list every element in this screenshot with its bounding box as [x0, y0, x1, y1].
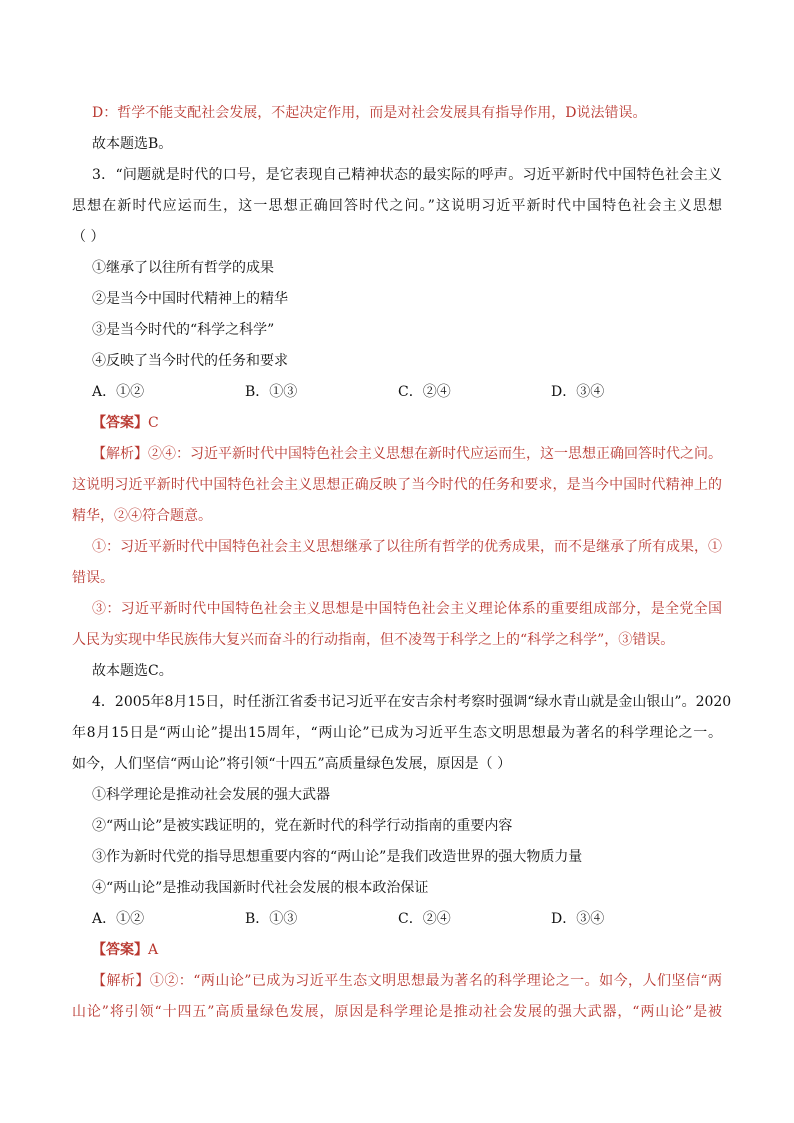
text-line: ③是当今时代的“科学之科学”	[92, 322, 275, 338]
document-page	[72, 98, 732, 1028]
question-line: 年8月15日是“两山论”提出15周年，“两山论”已成为习近平生态文明思想最为著名的科学理论之一。	[72, 725, 722, 741]
analysis-line: 山论”将引领“十四五”高质量绿色发展，原因是科学理论是推动社会发展的强大武器，“两山论”是被	[72, 1004, 722, 1020]
question-line: ①科学理论是推动社会发展的强大武器	[92, 787, 330, 803]
analysis-line: 错误。	[72, 570, 114, 586]
q4-answer	[72, 935, 722, 966]
q3-option-c: C．②④	[398, 384, 451, 400]
q3-options	[72, 377, 722, 408]
q4-option-d: D．③④	[551, 911, 605, 927]
analysis-line: 故本题选C。	[92, 663, 173, 679]
text-line: D：哲学不能支配社会发展，不起决定作用，而是对社会发展具有指导作用，D说法错误。	[92, 105, 647, 121]
analysis-line: ①：习近平新时代中国特色社会主义思想继承了以往所有哲学的优秀成果，而不是继承了所有成果，①	[92, 539, 722, 555]
question-line: 4．2005年8月15日，时任浙江省委书记习近平在安吉余村考察时强调“绿水青山就是金山银山”。2020	[92, 694, 732, 710]
q3-option-d: D．③④	[551, 384, 605, 400]
analysis-line: ③：习近平新时代中国特色社会主义思想是中国特色社会主义理论体系的重要组成部分，是全党全国	[92, 601, 722, 617]
answer-tag: 【答案】	[92, 942, 148, 958]
text-line: 3．“问题就是时代的口号，是它表现自己精神状态的最实际的呼声。习近平新时代中国特色社会主义	[92, 167, 722, 183]
q4-option-b: B．①③	[245, 911, 298, 927]
question-line: 如今，人们坚信“两山论”将引领“十四五”高质量绿色发展，原因是（ ）	[72, 756, 512, 772]
answer-tag: 【答案】	[92, 415, 148, 431]
q4-option-a: A．①②	[92, 911, 145, 927]
q3-option-b: B．①③	[245, 384, 298, 400]
text-line: （ ）	[72, 229, 105, 245]
analysis-line: 【解析】①②：“两山论”已成为习近平生态文明思想最为著名的科学理论之一。如今，人们坚信“两	[92, 973, 722, 989]
analysis-line: 这说明习近平新时代中国特色社会主义思想正确反映了当今时代的任务和要求，是当今中国时代精神上的	[72, 477, 722, 493]
question-line: ②“两山论”是被实践证明的，党在新时代的科学行动指南的重要内容	[92, 818, 513, 834]
text-line: ①继承了以往所有哲学的成果	[92, 260, 274, 276]
answer-value: C	[148, 415, 159, 431]
q3-option-a: A．①②	[92, 384, 145, 400]
question-line: ④“两山论”是推动我国新时代社会发展的根本政治保证	[92, 880, 429, 896]
answer-value: A	[148, 942, 159, 958]
analysis-line: 精华，②④符合题意。	[72, 508, 212, 524]
q3-answer	[72, 408, 722, 439]
analysis-line: 人民为实现中华民族伟大复兴而奋斗的行动指南，但不凌驾于科学之上的“科学之科学”，③错误。	[72, 632, 675, 648]
analysis-line: 【解析】②④：习近平新时代中国特色社会主义思想在新时代应运而生，这一思想正确回答时代之问。	[92, 446, 722, 462]
q4-options	[72, 904, 722, 935]
text-line: ②是当今中国时代精神上的精华	[92, 291, 288, 307]
text-line: ④反映了当今时代的任务和要求	[92, 353, 288, 369]
question-line: ③作为新时代党的指导思想重要内容的“两山论”是我们改造世界的强大物质力量	[92, 849, 583, 865]
q4-option-c: C．②④	[398, 911, 451, 927]
text-line: 故本题选B。	[92, 136, 173, 152]
text-line: 思想在新时代应运而生，这一思想正确回答时代之问。”这说明习近平新时代中国特色社会主义思想	[72, 198, 722, 214]
